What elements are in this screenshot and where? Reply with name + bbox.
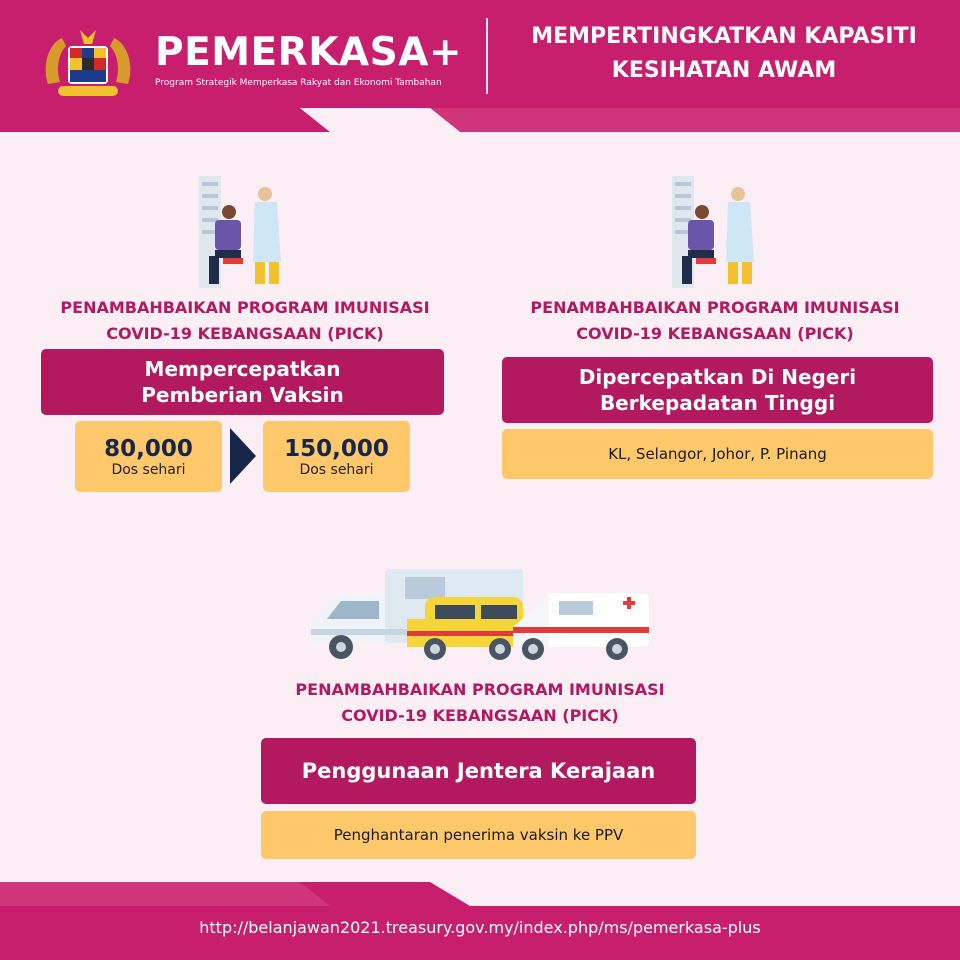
- to-dose-box: [263, 421, 410, 492]
- right-detail-box: [502, 429, 933, 479]
- vaccination-illustration-icon: [668, 172, 768, 292]
- arrow-right-icon: [228, 426, 258, 486]
- header-divider: [486, 18, 488, 94]
- bottom-section-title-line1: PENAMBAHBAIKAN PROGRAM IMUNISASI: [295, 680, 665, 699]
- right-detail-text: KL, Selangor, Johor, P. Pinang: [608, 445, 827, 463]
- right-section-title-line1: PENAMBAHBAIKAN PROGRAM IMUNISASI: [530, 298, 900, 317]
- bottom-section-title: [230, 677, 730, 729]
- footer-url[interactable]: http://belanjawan2021.treasury.gov.my/index.php/ms/pemerkasa-plus: [199, 918, 761, 937]
- right-section-title: [490, 295, 940, 347]
- vaccination-illustration-icon: [195, 172, 295, 292]
- bottom-detail-box: [261, 811, 696, 859]
- right-highlight-line1: Dipercepatkan Di Negeri: [578, 365, 857, 389]
- header-banner: [0, 0, 960, 132]
- right-section-title-line2: COVID-19 KEBANGSAAN (PICK): [576, 324, 854, 343]
- bottom-highlight-box: [261, 738, 696, 804]
- malaysia-crest-icon: [40, 26, 136, 100]
- bottom-section-title-line2: COVID-19 KEBANGSAAN (PICK): [341, 706, 619, 725]
- left-highlight-line2: Pemberian Vaksin: [141, 383, 344, 407]
- ambulance-illustration-icon: [305, 565, 655, 665]
- bottom-detail-text: Penghantaran penerima vaksin ke PPV: [333, 826, 624, 844]
- from-dose-value: 80,000: [104, 435, 193, 462]
- logo-subtitle: Program Strategik Memperkasa Rakyat dan Ekonomi Tambahan: [155, 78, 442, 88]
- right-highlight-line2: Berkepadatan Tinggi: [599, 391, 836, 415]
- right-highlight-box: [502, 357, 933, 423]
- to-dose-label: Dos sehari: [299, 461, 374, 478]
- from-dose-label: Dos sehari: [111, 461, 186, 478]
- page-title: [498, 20, 950, 88]
- left-section-title: [20, 295, 470, 347]
- to-dose-value: 150,000: [284, 435, 389, 462]
- left-section-title-line2: COVID-19 KEBANGSAAN (PICK): [106, 324, 384, 343]
- left-highlight-box: [41, 349, 444, 415]
- from-dose-box: [75, 421, 222, 492]
- logo-title: PEMERKASA+: [155, 30, 463, 75]
- page-title-line1: MEMPERTINGKATKAN KAPASITI: [531, 24, 917, 49]
- left-highlight-line1: Mempercepatkan: [144, 357, 341, 381]
- bottom-highlight-text: Penggunaan Jentera Kerajaan: [301, 759, 656, 783]
- left-section-title-line1: PENAMBAHBAIKAN PROGRAM IMUNISASI: [60, 298, 430, 317]
- page-title-line2: KESIHATAN AWAM: [611, 58, 837, 83]
